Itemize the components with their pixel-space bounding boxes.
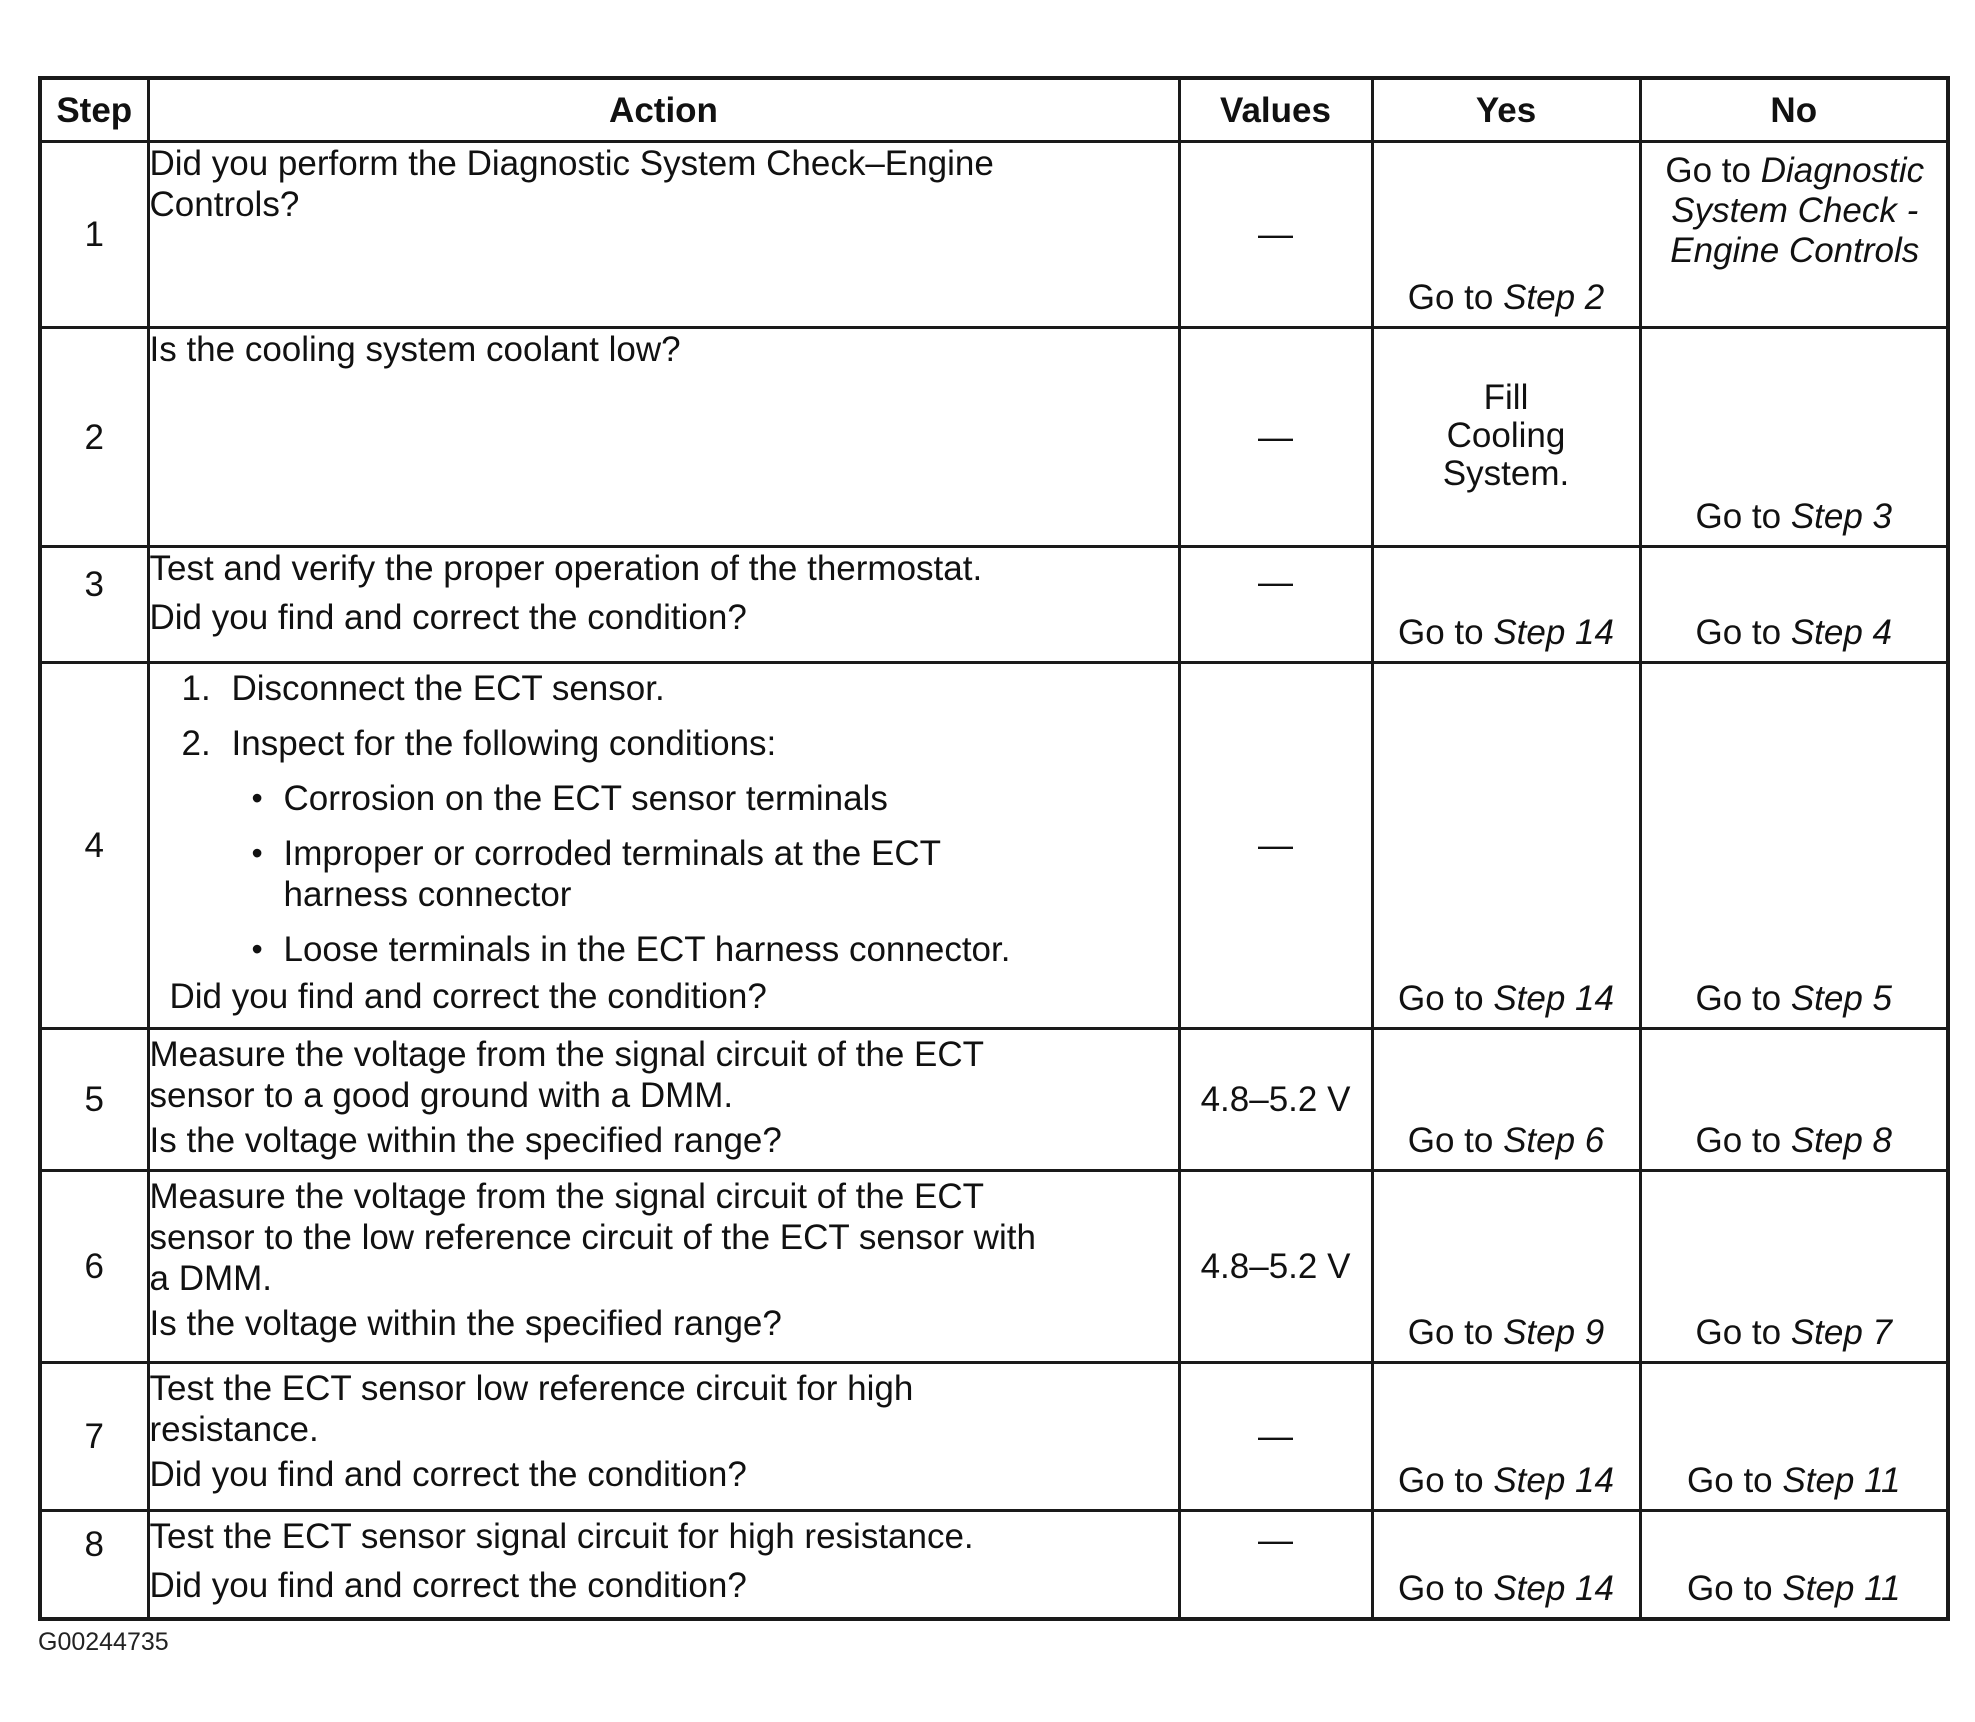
yes-cell (1372, 663, 1640, 1029)
no-step-link[interactable]: Step 4 (1790, 613, 1893, 652)
header-values: Values (1179, 78, 1372, 142)
yes-cell (1372, 1029, 1640, 1171)
step-number: 1 (40, 142, 148, 328)
step-number: 7 (40, 1363, 148, 1511)
yes-text: System. (1442, 454, 1570, 493)
value-cell: — (1179, 663, 1372, 1029)
table-row (40, 547, 1948, 663)
yes-prefix: Go to (1407, 278, 1504, 317)
yes-prefix: Go to (1407, 1313, 1504, 1352)
yes-prefix: Go to (1398, 1461, 1494, 1500)
step-number: 8 (40, 1511, 148, 1619)
table-row (40, 1029, 1948, 1171)
table-row (40, 663, 1948, 1029)
table-row (40, 1363, 1948, 1511)
no-cell (1640, 663, 1948, 1029)
numbered-item: 1. Disconnect the ECT sensor. (181, 669, 665, 708)
action-text: Controls? (149, 185, 300, 224)
no-cell (1640, 142, 1948, 328)
action-text: Did you find and correct the condition? (149, 1566, 747, 1605)
no-prefix: Go to (1695, 1121, 1791, 1160)
yes-text: Cooling (1446, 416, 1566, 455)
action-text: sensor to a good ground with a DMM. (149, 1076, 734, 1115)
table-row (40, 142, 1948, 328)
action-question: Did you find and correct the condition? (169, 977, 767, 1016)
header-step: Step (40, 78, 148, 142)
bullet-item: • Loose terminals in the ECT harness connector. (251, 930, 1011, 969)
value-cell: — (1179, 1511, 1372, 1619)
yes-step-link[interactable]: Step 6 (1503, 1121, 1605, 1160)
action-cell (148, 328, 1179, 547)
header-row (40, 78, 1948, 142)
no-step-link[interactable]: Step 11 (1782, 1568, 1901, 1608)
action-cell (148, 1029, 1179, 1171)
yes-prefix: Go to (1398, 979, 1494, 1018)
no-prefix: Go to (1665, 151, 1761, 190)
step-number: 5 (40, 1029, 148, 1171)
no-cell (1640, 1171, 1948, 1363)
yes-cell (1372, 142, 1640, 328)
action-text: Is the voltage within the specified range? (149, 1121, 782, 1160)
no-cell (1640, 547, 1948, 663)
action-text: Did you find and correct the condition? (149, 598, 747, 637)
value-cell: — (1179, 547, 1372, 663)
no-prefix: Go to (1687, 1568, 1783, 1608)
step-number: 3 (40, 547, 148, 663)
yes-prefix: Go to (1398, 1568, 1494, 1608)
no-cell (1640, 1511, 1948, 1619)
no-cell (1640, 1363, 1948, 1511)
numbered-item: 2. Inspect for the following conditions: (181, 724, 777, 763)
yes-step-link[interactable]: Step 14 (1493, 1568, 1614, 1608)
no-step-link[interactable]: Step 7 (1790, 1313, 1893, 1352)
action-cell (148, 1363, 1179, 1511)
yes-step-link[interactable]: Step 14 (1493, 1461, 1614, 1500)
action-cell (148, 547, 1179, 663)
header-yes: Yes (1372, 78, 1640, 142)
yes-prefix: Go to (1398, 613, 1494, 652)
diagnostic-table-container (38, 76, 1946, 1621)
yes-step-link[interactable]: Step 9 (1503, 1313, 1605, 1352)
action-text: Is the cooling system coolant low? (149, 330, 681, 369)
no-prefix: Go to (1695, 497, 1791, 536)
yes-cell (1372, 1511, 1640, 1619)
action-cell (148, 1511, 1179, 1619)
yes-cell (1372, 1171, 1640, 1363)
no-prefix: Go to (1687, 1461, 1783, 1500)
action-text: Measure the voltage from the signal circuit of the ECT (149, 1177, 985, 1216)
step-number: 6 (40, 1171, 148, 1363)
action-text: Test and verify the proper operation of the thermostat. (149, 549, 983, 588)
yes-step-link[interactable]: Step 2 (1503, 278, 1605, 317)
action-text: Test the ECT sensor low reference circuit for high (149, 1369, 914, 1408)
action-text: Did you perform the Diagnostic System Check–Engine (149, 144, 994, 183)
figure-id-label: G00244735 (38, 1628, 169, 1656)
action-text: sensor to the low reference circuit of the ECT sensor with (149, 1218, 1036, 1257)
yes-prefix: Go to (1407, 1121, 1504, 1160)
value-cell: 4.8–5.2 V (1179, 1029, 1372, 1171)
yes-cell (1372, 328, 1640, 547)
step-number: 2 (40, 328, 148, 547)
yes-step-link[interactable]: Step 14 (1493, 613, 1614, 652)
diagnostic-table (38, 76, 1950, 1621)
no-cell (1640, 1029, 1948, 1171)
action-text: a DMM. (149, 1259, 272, 1298)
no-cell (1640, 328, 1948, 547)
no-step-link[interactable]: Step 8 (1790, 1121, 1893, 1160)
header-action: Action (148, 78, 1179, 142)
yes-text: Fill (1483, 378, 1529, 417)
value-cell: — (1179, 142, 1372, 328)
no-prefix: Go to (1695, 979, 1791, 1018)
bullet-item: • Corrosion on the ECT sensor terminals (251, 779, 888, 818)
header-no: No (1640, 78, 1948, 142)
value-cell: 4.8–5.2 V (1179, 1171, 1372, 1363)
value-cell: — (1179, 328, 1372, 547)
bullet-item: • Improper or corroded terminals at the ECT harness connector (251, 834, 941, 914)
no-step-link[interactable]: Step 3 (1790, 497, 1893, 536)
action-text: Did you find and correct the condition? (149, 1455, 747, 1494)
no-step-link[interactable]: Step 11 (1782, 1461, 1901, 1500)
action-text: Measure the voltage from the signal circuit of the ECT (149, 1035, 985, 1074)
table-row (40, 1171, 1948, 1363)
value-cell: — (1179, 1363, 1372, 1511)
yes-cell (1372, 547, 1640, 663)
action-cell (148, 1171, 1179, 1363)
action-text: resistance. (149, 1410, 319, 1449)
action-text: Test the ECT sensor signal circuit for high resistance. (149, 1517, 974, 1556)
table-row (40, 328, 1948, 547)
action-cell (148, 663, 1179, 1029)
action-text: Is the voltage within the specified range? (149, 1304, 782, 1343)
no-prefix: Go to (1695, 1313, 1791, 1352)
yes-cell (1372, 1363, 1640, 1511)
no-prefix: Go to (1695, 613, 1791, 652)
step-number: 4 (40, 663, 148, 1029)
no-reference-link[interactable]: Diagnostic System Check - Engine Controls (1670, 151, 1925, 270)
action-cell (148, 142, 1179, 328)
table-row (40, 1511, 1948, 1619)
yes-step-link[interactable]: Step 14 (1493, 979, 1614, 1018)
no-step-link[interactable]: Step 5 (1790, 979, 1893, 1018)
